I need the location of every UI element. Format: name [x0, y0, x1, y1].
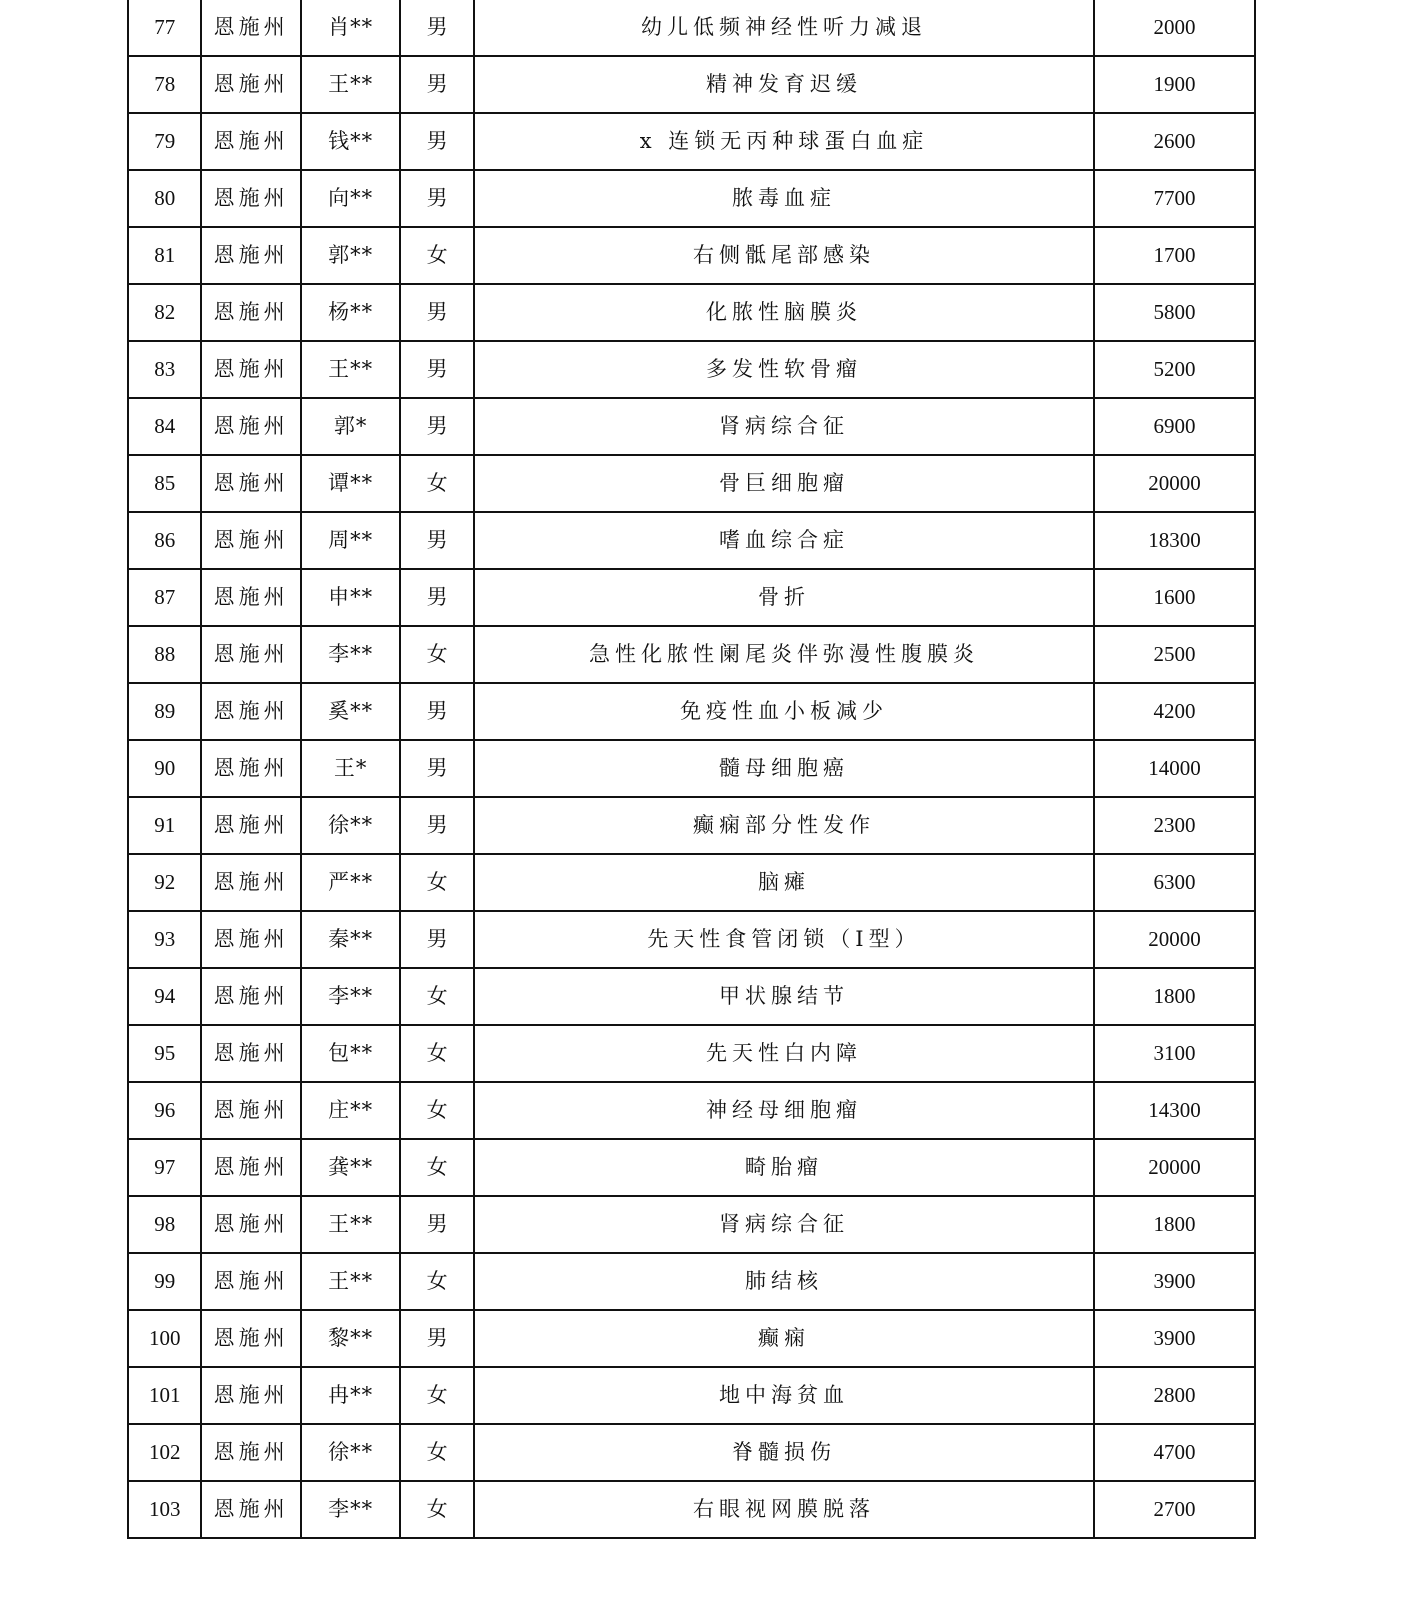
row-number-cell: 97: [128, 1139, 201, 1196]
table-row: [128, 911, 1255, 968]
gender-cell: 女: [400, 1367, 473, 1424]
diagnosis-cell: 骨折: [474, 569, 1094, 626]
name-cell: 王**: [301, 56, 401, 113]
row-number-cell: 96: [128, 1082, 201, 1139]
region-cell: 恩施州: [201, 626, 301, 683]
name-cell: 黎**: [301, 1310, 401, 1367]
gender-cell: 男: [400, 740, 473, 797]
table-row: [128, 1367, 1255, 1424]
region-cell: 恩施州: [201, 227, 301, 284]
table-row: [128, 1196, 1255, 1253]
gender-cell: 女: [400, 455, 473, 512]
row-number-cell: 95: [128, 1025, 201, 1082]
name-cell: 龚**: [301, 1139, 401, 1196]
diagnosis-cell: 先天性白内障: [474, 1025, 1094, 1082]
gender-cell: 男: [400, 170, 473, 227]
gender-cell: 男: [400, 56, 473, 113]
row-number-cell: 94: [128, 968, 201, 1025]
gender-cell: 男: [400, 341, 473, 398]
row-number-cell: 101: [128, 1367, 201, 1424]
diagnosis-cell: 右眼视网膜脱落: [474, 1481, 1094, 1538]
name-cell: 王**: [301, 341, 401, 398]
diagnosis-cell: 先天性食管闭锁（I型）: [474, 911, 1094, 968]
amount-cell: 2800: [1094, 1367, 1255, 1424]
diagnosis-cell: 髓母细胞癌: [474, 740, 1094, 797]
gender-cell: 女: [400, 1481, 473, 1538]
amount-cell: 2700: [1094, 1481, 1255, 1538]
name-cell: 郭*: [301, 398, 401, 455]
region-cell: 恩施州: [201, 968, 301, 1025]
amount-cell: 3900: [1094, 1310, 1255, 1367]
row-number-cell: 85: [128, 455, 201, 512]
table-row: [128, 56, 1255, 113]
region-cell: 恩施州: [201, 512, 301, 569]
row-number-cell: 78: [128, 56, 201, 113]
table-row: [128, 455, 1255, 512]
row-number-cell: 88: [128, 626, 201, 683]
amount-cell: 6900: [1094, 398, 1255, 455]
amount-cell: 5800: [1094, 284, 1255, 341]
region-cell: 恩施州: [201, 398, 301, 455]
table-row: [128, 569, 1255, 626]
diagnosis-cell: 癫痫部分性发作: [474, 797, 1094, 854]
row-number-cell: 87: [128, 569, 201, 626]
row-number-cell: 83: [128, 341, 201, 398]
gender-cell: 女: [400, 854, 473, 911]
region-cell: 恩施州: [201, 854, 301, 911]
name-cell: 钱**: [301, 113, 401, 170]
name-cell: 李**: [301, 626, 401, 683]
diagnosis-cell: 神经母细胞瘤: [474, 1082, 1094, 1139]
diagnosis-cell: 地中海贫血: [474, 1367, 1094, 1424]
region-cell: 恩施州: [201, 1082, 301, 1139]
diagnosis-cell: 骨巨细胞瘤: [474, 455, 1094, 512]
name-cell: 徐**: [301, 1424, 401, 1481]
diagnosis-cell: 化脓性脑膜炎: [474, 284, 1094, 341]
region-cell: 恩施州: [201, 797, 301, 854]
table-row: [128, 968, 1255, 1025]
table-row: [128, 626, 1255, 683]
table-row: [128, 398, 1255, 455]
amount-cell: 2000: [1094, 0, 1255, 56]
amount-cell: 20000: [1094, 911, 1255, 968]
row-number-cell: 81: [128, 227, 201, 284]
amount-cell: 1700: [1094, 227, 1255, 284]
amount-cell: 4700: [1094, 1424, 1255, 1481]
diagnosis-cell: 甲状腺结节: [474, 968, 1094, 1025]
diagnosis-cell: 脓毒血症: [474, 170, 1094, 227]
name-cell: 王*: [301, 740, 401, 797]
region-cell: 恩施州: [201, 113, 301, 170]
region-cell: 恩施州: [201, 0, 301, 56]
name-cell: 冉**: [301, 1367, 401, 1424]
name-cell: 向**: [301, 170, 401, 227]
assistance-roster-table: [127, 0, 1256, 1539]
region-cell: 恩施州: [201, 1424, 301, 1481]
name-cell: 郭**: [301, 227, 401, 284]
amount-cell: 1800: [1094, 968, 1255, 1025]
gender-cell: 男: [400, 284, 473, 341]
region-cell: 恩施州: [201, 170, 301, 227]
row-number-cell: 92: [128, 854, 201, 911]
gender-cell: 女: [400, 1424, 473, 1481]
name-cell: 包**: [301, 1025, 401, 1082]
region-cell: 恩施州: [201, 56, 301, 113]
row-number-cell: 77: [128, 0, 201, 56]
table-row: [128, 854, 1255, 911]
amount-cell: 18300: [1094, 512, 1255, 569]
amount-cell: 2500: [1094, 626, 1255, 683]
table-row: [128, 1424, 1255, 1481]
name-cell: 周**: [301, 512, 401, 569]
table-row: [128, 113, 1255, 170]
row-number-cell: 82: [128, 284, 201, 341]
amount-cell: 3100: [1094, 1025, 1255, 1082]
diagnosis-cell: 畸胎瘤: [474, 1139, 1094, 1196]
row-number-cell: 98: [128, 1196, 201, 1253]
amount-cell: 2600: [1094, 113, 1255, 170]
name-cell: 王**: [301, 1253, 401, 1310]
name-cell: 徐**: [301, 797, 401, 854]
gender-cell: 男: [400, 911, 473, 968]
table-row: [128, 1139, 1255, 1196]
name-cell: 肖**: [301, 0, 401, 56]
table-row: [128, 740, 1255, 797]
name-cell: 谭**: [301, 455, 401, 512]
table-row: [128, 1253, 1255, 1310]
amount-cell: 1600: [1094, 569, 1255, 626]
diagnosis-cell: x 连锁无丙种球蛋白血症: [474, 113, 1094, 170]
diagnosis-cell: 急性化脓性阑尾炎伴弥漫性腹膜炎: [474, 626, 1094, 683]
table-row: [128, 1481, 1255, 1538]
diagnosis-cell: 多发性软骨瘤: [474, 341, 1094, 398]
diagnosis-cell: 脑瘫: [474, 854, 1094, 911]
row-number-cell: 91: [128, 797, 201, 854]
amount-cell: 20000: [1094, 1139, 1255, 1196]
gender-cell: 男: [400, 797, 473, 854]
region-cell: 恩施州: [201, 341, 301, 398]
table-row: [128, 797, 1255, 854]
diagnosis-cell: 幼儿低频神经性听力减退: [474, 0, 1094, 56]
name-cell: 申**: [301, 569, 401, 626]
table-row: [128, 284, 1255, 341]
name-cell: 严**: [301, 854, 401, 911]
name-cell: 庄**: [301, 1082, 401, 1139]
row-number-cell: 103: [128, 1481, 201, 1538]
region-cell: 恩施州: [201, 1310, 301, 1367]
region-cell: 恩施州: [201, 1481, 301, 1538]
table-row: [128, 683, 1255, 740]
table-row: [128, 170, 1255, 227]
region-cell: 恩施州: [201, 1025, 301, 1082]
diagnosis-cell: 精神发育迟缓: [474, 56, 1094, 113]
region-cell: 恩施州: [201, 683, 301, 740]
region-cell: 恩施州: [201, 911, 301, 968]
diagnosis-cell: 脊髓损伤: [474, 1424, 1094, 1481]
gender-cell: 男: [400, 1196, 473, 1253]
amount-cell: 3900: [1094, 1253, 1255, 1310]
region-cell: 恩施州: [201, 455, 301, 512]
table-row: [128, 0, 1255, 56]
name-cell: 李**: [301, 1481, 401, 1538]
row-number-cell: 93: [128, 911, 201, 968]
region-cell: 恩施州: [201, 284, 301, 341]
diagnosis-cell: 癫痫: [474, 1310, 1094, 1367]
row-number-cell: 86: [128, 512, 201, 569]
name-cell: 王**: [301, 1196, 401, 1253]
name-cell: 秦**: [301, 911, 401, 968]
region-cell: 恩施州: [201, 740, 301, 797]
diagnosis-cell: 肾病综合征: [474, 398, 1094, 455]
name-cell: 李**: [301, 968, 401, 1025]
roster-sheet: [127, 0, 1256, 1539]
amount-cell: 14300: [1094, 1082, 1255, 1139]
row-number-cell: 99: [128, 1253, 201, 1310]
table-row: [128, 341, 1255, 398]
gender-cell: 女: [400, 1139, 473, 1196]
amount-cell: 5200: [1094, 341, 1255, 398]
amount-cell: 1900: [1094, 56, 1255, 113]
region-cell: 恩施州: [201, 1196, 301, 1253]
gender-cell: 男: [400, 512, 473, 569]
diagnosis-cell: 肺结核: [474, 1253, 1094, 1310]
gender-cell: 女: [400, 1082, 473, 1139]
amount-cell: 14000: [1094, 740, 1255, 797]
name-cell: 奚**: [301, 683, 401, 740]
row-number-cell: 102: [128, 1424, 201, 1481]
name-cell: 杨**: [301, 284, 401, 341]
amount-cell: 1800: [1094, 1196, 1255, 1253]
row-number-cell: 79: [128, 113, 201, 170]
amount-cell: 7700: [1094, 170, 1255, 227]
table-row: [128, 1082, 1255, 1139]
gender-cell: 男: [400, 113, 473, 170]
row-number-cell: 84: [128, 398, 201, 455]
gender-cell: 男: [400, 683, 473, 740]
gender-cell: 女: [400, 626, 473, 683]
row-number-cell: 100: [128, 1310, 201, 1367]
region-cell: 恩施州: [201, 1253, 301, 1310]
region-cell: 恩施州: [201, 1367, 301, 1424]
table-row: [128, 1310, 1255, 1367]
diagnosis-cell: 肾病综合征: [474, 1196, 1094, 1253]
gender-cell: 男: [400, 0, 473, 56]
table-row: [128, 512, 1255, 569]
diagnosis-cell: 右侧骶尾部感染: [474, 227, 1094, 284]
gender-cell: 女: [400, 1025, 473, 1082]
gender-cell: 女: [400, 1253, 473, 1310]
region-cell: 恩施州: [201, 569, 301, 626]
amount-cell: 4200: [1094, 683, 1255, 740]
row-number-cell: 89: [128, 683, 201, 740]
gender-cell: 男: [400, 569, 473, 626]
table-row: [128, 227, 1255, 284]
amount-cell: 20000: [1094, 455, 1255, 512]
amount-cell: 6300: [1094, 854, 1255, 911]
table-row: [128, 1025, 1255, 1082]
region-cell: 恩施州: [201, 1139, 301, 1196]
diagnosis-cell: 免疫性血小板减少: [474, 683, 1094, 740]
diagnosis-cell: 嗜血综合症: [474, 512, 1094, 569]
gender-cell: 女: [400, 227, 473, 284]
gender-cell: 女: [400, 968, 473, 1025]
roster-body: [128, 0, 1255, 1538]
gender-cell: 男: [400, 1310, 473, 1367]
row-number-cell: 80: [128, 170, 201, 227]
gender-cell: 男: [400, 398, 473, 455]
amount-cell: 2300: [1094, 797, 1255, 854]
row-number-cell: 90: [128, 740, 201, 797]
